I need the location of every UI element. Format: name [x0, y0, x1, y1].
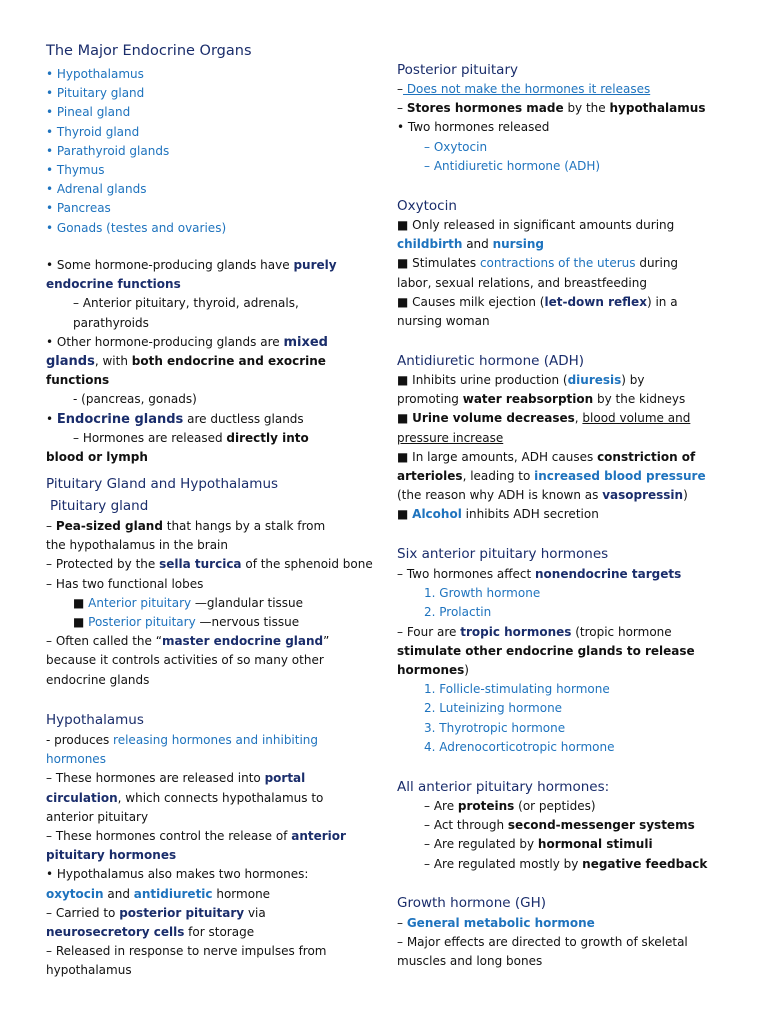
list-item: 1. Growth hormone	[424, 586, 541, 601]
text: – Two hormones affect	[397, 567, 536, 581]
paragraph: – Released in response to nerve impulses from hypothalamus	[46, 944, 327, 978]
paragraph	[397, 293, 715, 331]
paragraph: – Anterior pituitary, thyroid, adrenals, parathyroids	[73, 296, 299, 330]
text: - produces	[46, 733, 114, 747]
text: – Are regulated mostly by	[424, 856, 583, 871]
list-item: 2. Luteinizing hormone	[424, 701, 563, 716]
text: are ductless glands	[183, 411, 304, 426]
paragraph: – Major effects are directed to growth of skeletal muscles and long bones	[397, 935, 688, 969]
text-bold: constriction of arterioles	[397, 449, 696, 484]
text-emphasis: anterior pituitary hormones	[46, 829, 346, 863]
text-emphasis: let-down reflex	[544, 294, 647, 309]
text: inhibits ADH secretion	[461, 507, 599, 522]
text: of the sphenoid bone	[241, 557, 373, 572]
text: (tropic hormone	[571, 624, 672, 639]
text: –	[46, 519, 56, 533]
paragraph	[46, 632, 336, 690]
organ-item: • Pineal gland	[46, 105, 131, 120]
paragraph: • Two hormones released	[397, 120, 550, 135]
subsection-title: Pituitary gland	[50, 498, 149, 514]
hypothalamus-notes	[46, 731, 376, 981]
text: ■ Stimulates	[397, 256, 480, 271]
text-link-color: Does not make the hormones it releases	[403, 82, 651, 96]
oxytocin-notes	[397, 216, 717, 331]
text-emphasis: Endocrine glands	[56, 411, 184, 427]
text: – Carried to	[46, 905, 120, 920]
text-link-color: contractions of the uterus	[479, 256, 636, 271]
text-bold: hormonal stimuli	[537, 837, 653, 852]
text-bold: stimulate other endocrine glands to release hormones	[397, 643, 695, 678]
text: •	[46, 411, 57, 426]
text-emphasis: nursing	[492, 237, 544, 252]
text: , which connects hypothalamus to anterior pituitary	[46, 790, 324, 824]
organ-item: • Pituitary gland	[46, 86, 145, 101]
text: ) in a nursing woman	[397, 294, 678, 329]
text-emphasis: childbirth	[397, 237, 463, 252]
list-item	[397, 855, 717, 874]
adh-notes	[397, 371, 717, 525]
text: ■ Causes milk ejection (	[397, 294, 545, 309]
text-emphasis: vasopressin	[602, 488, 684, 503]
text: )	[464, 663, 469, 678]
text-link-color: Posterior pituitary	[88, 615, 196, 630]
paragraph	[397, 254, 715, 292]
organ-item: • Hypothalamus	[46, 67, 144, 81]
text: that hangs by a stalk from the hypothalamus in the brain	[46, 519, 326, 553]
section-title: Posterior pituitary	[397, 62, 518, 78]
paragraph	[46, 904, 371, 942]
text: –	[397, 82, 403, 96]
text-bold: Urine volume decreases	[412, 411, 575, 426]
paragraph	[397, 409, 697, 447]
text: ” because it controls activities of so many other endocrine glands	[46, 634, 330, 687]
text: ■ Only released in significant amounts during	[397, 218, 675, 232]
paragraph	[46, 429, 346, 467]
text-bold: both endocrine and exocrine functions	[46, 354, 326, 388]
text: by the	[563, 101, 610, 116]
text-underline: blood volume and pressure increase	[397, 411, 691, 445]
organ-item: • Gonads (testes and ovaries)	[46, 220, 227, 235]
text: ■ Inhibits urine production (	[397, 373, 568, 387]
paragraph	[397, 80, 717, 99]
text: ) by promoting	[397, 373, 645, 407]
text: during labor, sexual relations, and breastfeeding	[397, 256, 679, 290]
text: —nervous tissue	[195, 615, 300, 630]
text-emphasis: sella turcica	[159, 557, 242, 572]
text-emphasis: posterior pituitary	[119, 905, 245, 920]
text-bold: Stores hormones made	[406, 101, 564, 116]
text: – Protected by the	[46, 557, 160, 572]
paragraph	[397, 371, 707, 409]
pituitary-notes	[46, 517, 376, 690]
list-item	[397, 797, 717, 816]
text: and	[103, 886, 134, 901]
text: ■	[73, 615, 89, 630]
text: – Hormones are released	[73, 430, 227, 445]
paragraph	[46, 865, 366, 903]
text-emphasis: master endocrine gland	[161, 634, 324, 649]
paragraph	[46, 517, 346, 555]
text: , leading to	[462, 469, 535, 484]
list-item: 3. Thyrotropic hormone	[424, 720, 566, 735]
paragraph	[397, 914, 717, 933]
text-emphasis: General metabolic hormone	[406, 916, 595, 930]
text-bold: second-messenger systems	[507, 818, 695, 833]
text: – Are	[424, 799, 458, 813]
text: – These hormones are released into	[46, 771, 265, 786]
organ-item: • Thymus	[46, 163, 105, 178]
text: – Four are	[397, 624, 461, 639]
text: – These hormones control the release of	[46, 829, 292, 844]
text: (the reason why ADH is known as	[397, 488, 603, 503]
section-title: Growth hormone (GH)	[397, 895, 546, 911]
text-emphasis: Alcohol	[412, 507, 462, 522]
text: • Some hormone-producing glands have	[46, 258, 294, 272]
growth-hormone-notes	[397, 914, 717, 972]
text-emphasis: purely endocrine functions	[46, 258, 337, 292]
paragraph	[46, 555, 376, 574]
paragraph	[46, 613, 376, 632]
text: ■	[397, 507, 413, 522]
gland-types	[46, 256, 376, 467]
organ-item: • Adrenal glands	[46, 182, 147, 197]
text-emphasis: diuresis	[567, 373, 622, 387]
organ-item: • Parathyroid glands	[46, 143, 170, 158]
six-hormones-notes	[397, 565, 717, 757]
list-item: – Oxytocin	[424, 139, 488, 154]
section-title: Oxytocin	[397, 198, 457, 214]
paragraph	[397, 505, 717, 524]
paragraph	[46, 333, 336, 391]
text: )	[683, 488, 688, 503]
all-hormones-notes	[397, 797, 717, 874]
paragraph	[46, 769, 346, 827]
paragraph	[46, 594, 376, 613]
list-item: – Antidiuretic hormone (ADH)	[424, 158, 601, 173]
text: (or peptides)	[514, 799, 596, 813]
list-item: 4. Adrenocorticotropic hormone	[424, 739, 615, 754]
text-emphasis: neurosecretory cells	[46, 925, 185, 940]
text: by the kidneys	[593, 392, 686, 407]
paragraph	[397, 623, 715, 681]
text-emphasis: increased blood pressure	[534, 469, 706, 484]
section-title: Hypothalamus	[46, 712, 144, 728]
section-title: Pituitary Gland and Hypothalamus	[46, 476, 279, 492]
list-item	[397, 816, 717, 835]
paragraph	[397, 448, 715, 506]
text-link-color: releasing hormones and inhibiting hormones	[46, 733, 319, 767]
text-link-color: Anterior pituitary	[88, 595, 192, 610]
text-bold: hypothalamus	[609, 101, 706, 116]
text: ,	[574, 411, 583, 426]
text: for storage	[184, 925, 255, 940]
paragraph	[46, 731, 346, 769]
paragraph	[397, 216, 697, 254]
text: —glandular tissue	[191, 595, 304, 610]
paragraph: - (pancreas, gonads)	[73, 392, 197, 407]
text-bold: Pea-sized gland	[55, 519, 163, 533]
text: and	[462, 237, 493, 252]
text-bold: proteins	[457, 799, 515, 813]
list-item: 2. Prolactin	[424, 605, 492, 620]
text: –	[397, 101, 407, 116]
page-title: The Major Endocrine Organs	[46, 43, 252, 59]
organ-item: • Thyroid gland	[46, 124, 140, 139]
text: ■ In large amounts, ADH causes	[397, 449, 598, 464]
text-bold: water reabsorption	[462, 392, 594, 407]
text: – Often called the “	[46, 634, 162, 649]
paragraph: – Has two functional lobes	[46, 576, 204, 591]
text: via	[244, 905, 266, 920]
section-title: Antidiuretic hormone (ADH)	[397, 353, 585, 369]
paragraph	[46, 827, 346, 865]
paragraph	[46, 256, 346, 294]
text-emphasis: mixed glands	[46, 334, 328, 370]
text: • Other hormone-producing glands are	[46, 334, 284, 349]
text: • Hypothalamus also makes two hormones:	[46, 867, 309, 882]
text: – Act through	[424, 818, 508, 833]
paragraph	[46, 410, 376, 429]
list-item: 1. Follicle-stimulating hormone	[424, 682, 610, 697]
text: ■	[73, 595, 89, 610]
section-title: All anterior pituitary hormones:	[397, 779, 610, 795]
text-emphasis: portal circulation	[46, 771, 306, 805]
text-bold: negative feedback	[582, 856, 708, 871]
text-emphasis: nonendocrine targets	[535, 567, 682, 581]
organ-item: • Pancreas	[46, 201, 111, 216]
paragraph	[397, 99, 717, 118]
text-emphasis: oxytocin	[46, 886, 104, 901]
text-emphasis: tropic hormones	[460, 624, 572, 639]
text-bold: directly into blood or lymph	[46, 430, 309, 465]
section-title: Six anterior pituitary hormones	[397, 546, 609, 562]
text: ■	[397, 411, 413, 426]
list-item	[397, 835, 717, 854]
text: –	[397, 916, 407, 930]
paragraph	[397, 565, 717, 584]
text-emphasis: antidiuretic	[133, 886, 213, 901]
text: hormone	[212, 886, 271, 901]
text: – Are regulated by	[424, 837, 538, 852]
organ-list	[46, 65, 376, 238]
text: , with	[94, 354, 132, 369]
posterior-notes	[397, 80, 717, 176]
